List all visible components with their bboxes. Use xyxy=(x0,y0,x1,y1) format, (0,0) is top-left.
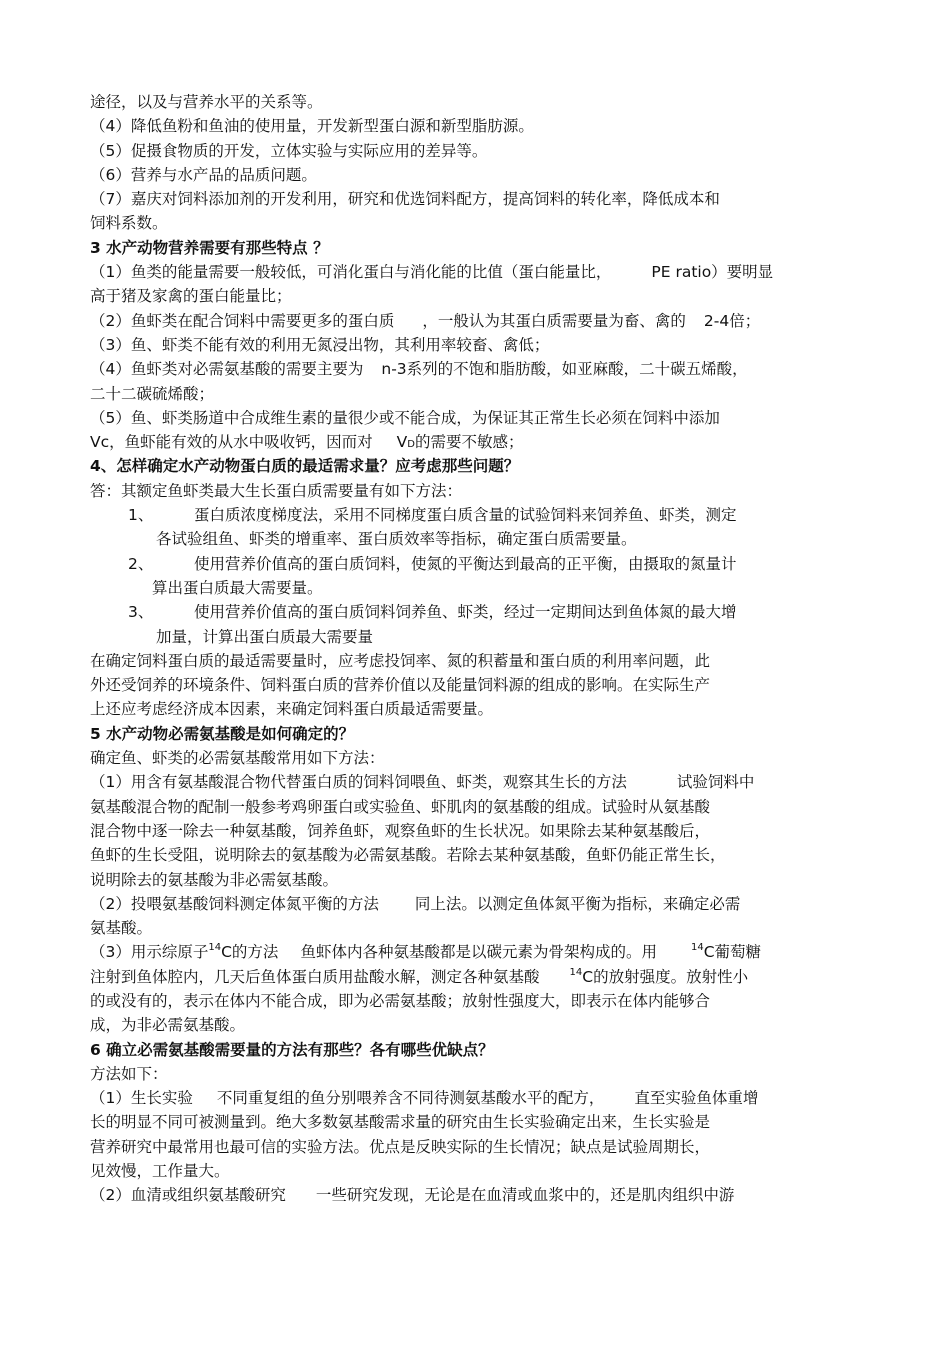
text-line: 的或没有的，表示在体内不能合成，即为必需氨基酸；放射性强度大，即表示在体内能够合 xyxy=(90,991,711,1010)
text-line: 途径，以及与营养水平的关系等。 xyxy=(90,93,323,111)
text-line xyxy=(90,309,865,333)
text-line: 方法如下： xyxy=(90,1064,168,1083)
text-span: （4）鱼虾类对必需氨基酸的需要主要为 xyxy=(90,360,364,379)
text-span: n-3系列的不饱和脂肪酸，如亚麻酸，二十碳五烯酸， xyxy=(381,360,748,379)
text-line: 外还受饲养的环境条件、饲料蛋白质的营养价值以及能量饲料源的组成的影响。在实际生产 xyxy=(90,676,711,695)
text-line: 氨基酸混合物的配制一般参考鸡卵蛋白或实验鱼、虾肌肉的氨基酸的组成。试验时从氨基酸 xyxy=(90,797,711,816)
document-page xyxy=(90,90,865,1208)
text-line xyxy=(90,357,865,381)
section-heading-6: 6 确立必需氨基酸需要量的方法有那些？各有哪些优缺点？ xyxy=(90,1040,494,1059)
text-span: （2）血清或组织氨基酸研究 xyxy=(90,1186,286,1205)
text-span: C葡萄糖 xyxy=(703,943,762,962)
list-number: 2、 xyxy=(128,554,154,573)
superscript: 14 xyxy=(569,966,583,978)
text-line: 鱼虾的生长受阻，说明除去的氨基酸为必需氨基酸。若除去某种氨基酸，鱼虾仍能正常生长， xyxy=(90,846,726,865)
text-span: （2）鱼虾类在配合饲料中需要更多的蛋白质 xyxy=(90,311,395,330)
text-line: 营养研究中最常用也最可信的实验方法。优点是反映实际的生长情况；缺点是试验周期长， xyxy=(90,1137,711,1156)
text-line: （3）鱼、虾类不能有效的利用无氮浸出物，其利用率较畜、禽低； xyxy=(90,335,550,354)
list-item-continuation: 各试验组鱼、虾类的增重率、蛋白质效率等指标，确定蛋白质需要量。 xyxy=(156,530,637,549)
text-line: 在确定饲料蛋白质的最适需要量时，应考虑投饲率、氮的积蓄量和蛋白质的利用率问题，此 xyxy=(90,651,711,670)
text-line: 确定鱼、虾类的必需氨基酸常用如下方法： xyxy=(90,749,385,768)
text-line: 见效慢，工作量大。 xyxy=(90,1162,230,1181)
text-line: 答：其额定鱼虾类最大生长蛋白质需要量有如下方法： xyxy=(90,481,463,500)
text-line: 长的明显不同可被测量到。绝大多数氨基酸需求量的研究由生长实验确定出来，生长实验是 xyxy=(90,1113,711,1132)
text-line xyxy=(90,770,865,794)
section-heading-3: 3 水产动物营养需要有那些特点 ？ xyxy=(90,238,329,257)
text-line: （7）嘉庆对饲料添加剂的开发利用，研究和优选饲料配方，提高饲料的转化率，降低成本和 xyxy=(90,190,720,209)
text-line: 二十二碳硫烯酸； xyxy=(90,384,215,403)
text-span: 使用营养价值高的蛋白质饲料，使氮的平衡达到最高的正平衡，由摄取的氮量计 xyxy=(194,554,737,573)
superscript: 14 xyxy=(208,942,222,954)
text-line: 氨基酸。 xyxy=(90,919,153,938)
text-span: 蛋白质浓度梯度法，采用不同梯度蛋白质含量的试验饲料来饲养鱼、虾类，测定 xyxy=(194,506,737,525)
text-line xyxy=(90,1086,865,1110)
text-line: 高于猪及家禽的蛋白能量比； xyxy=(90,287,292,306)
text-line: 上还应考虑经济成本因素，来确定饲料蛋白质最适需要量。 xyxy=(90,700,494,719)
text-line: 说明除去的氨基酸为非必需氨基酸。 xyxy=(90,870,339,889)
text-line: 饲料系数。 xyxy=(90,214,168,233)
text-line: 成，为非必需氨基酸。 xyxy=(90,1016,246,1035)
text-span: 2-4倍； xyxy=(703,311,761,330)
text-span: ，一般认为其蛋白质需要量为畜、禽的 xyxy=(422,311,686,330)
text-span: 注射到鱼体腔内，几天后鱼体蛋白质用盐酸水解，测定各种氨基酸 xyxy=(90,967,540,986)
list-item xyxy=(90,503,865,527)
text-span: （1）生长实验 xyxy=(90,1089,193,1108)
subscript: D xyxy=(407,439,415,451)
text-line: （5）鱼、虾类肠道中合成维生素的量很少或不能合成，为保证其正常生长必须在饲料中添加 xyxy=(90,408,720,427)
text-span: C的放射强度。放射性小 xyxy=(582,967,749,986)
list-item-continuation: 加量，计算出蛋白质最大需要量 xyxy=(156,627,374,646)
text-span: （3）用示综原子 xyxy=(90,943,209,962)
list-item xyxy=(90,600,865,624)
list-item xyxy=(90,552,865,576)
text-span: 鱼虾体内各种氨基酸都是以碳元素为骨架构成的。用 xyxy=(300,943,657,962)
text-line: 混合物中逐一除去一种氨基酸，饲养鱼虾，观察鱼虾的生长状况。如果除去某种氨基酸后， xyxy=(90,821,711,840)
text-span: PE ratio）要明显 xyxy=(651,263,774,282)
text-line: （5）促摄食物质的开发，立体实验与实际应用的差异等。 xyxy=(90,141,488,160)
text-span: 使用营养价值高的蛋白质饲料饲养鱼、虾类，经过一定期间达到鱼体氮的最大增 xyxy=(194,603,737,622)
text-line xyxy=(90,965,865,989)
text-line: （6）营养与水产品的品质问题。 xyxy=(90,165,317,184)
text-span: （2）投喂氨基酸饲料测定体氮平衡的方法 xyxy=(90,894,379,913)
section-heading-5: 5 水产动物必需氨基酸是如何确定的？ xyxy=(90,724,355,743)
text-span: 一些研究发现，无论是在血清或血浆中的，还是肌肉组织中游 xyxy=(315,1186,735,1205)
text-line xyxy=(90,430,865,454)
section-heading-4: 4、怎样确定水产动物蛋白质的最适需求量？应考虑那些问题？ xyxy=(90,457,520,476)
list-item-continuation: 算出蛋白质最大需要量。 xyxy=(152,578,323,597)
text-line: （4）降低鱼粉和鱼油的使用量，开发新型蛋白源和新型脂肪源。 xyxy=(90,117,534,136)
text-line xyxy=(90,1183,865,1207)
list-number: 1、 xyxy=(128,506,154,525)
text-span: 同上法。以测定鱼体氮平衡为指标，来确定必需 xyxy=(414,894,741,913)
text-span: Vc，鱼虾能有效的从水中吸收钙，因而对 xyxy=(90,433,373,452)
list-number: 3、 xyxy=(128,603,154,622)
text-span: （1）用含有氨基酸混合物代替蛋白质的饲料饲喂鱼、虾类，观察其生长的方法 xyxy=(90,773,627,792)
text-line xyxy=(90,892,865,916)
text-span: V xyxy=(396,433,408,452)
superscript: 14 xyxy=(690,942,704,954)
text-span: （1）鱼类的能量需要一般较低，可消化蛋白与消化能的比值（蛋白能量比， xyxy=(90,263,612,282)
text-span: C的方法 xyxy=(221,943,279,962)
text-line xyxy=(90,940,865,964)
text-span: 试验饲料中 xyxy=(676,773,755,792)
text-span: 不同重复组的鱼分别喂养含不同待测氨基酸水平的配方， xyxy=(216,1089,605,1108)
text-span: 的需要不敏感； xyxy=(414,433,524,452)
text-line xyxy=(90,260,865,284)
text-span: 直至实验鱼体重增 xyxy=(634,1089,759,1108)
